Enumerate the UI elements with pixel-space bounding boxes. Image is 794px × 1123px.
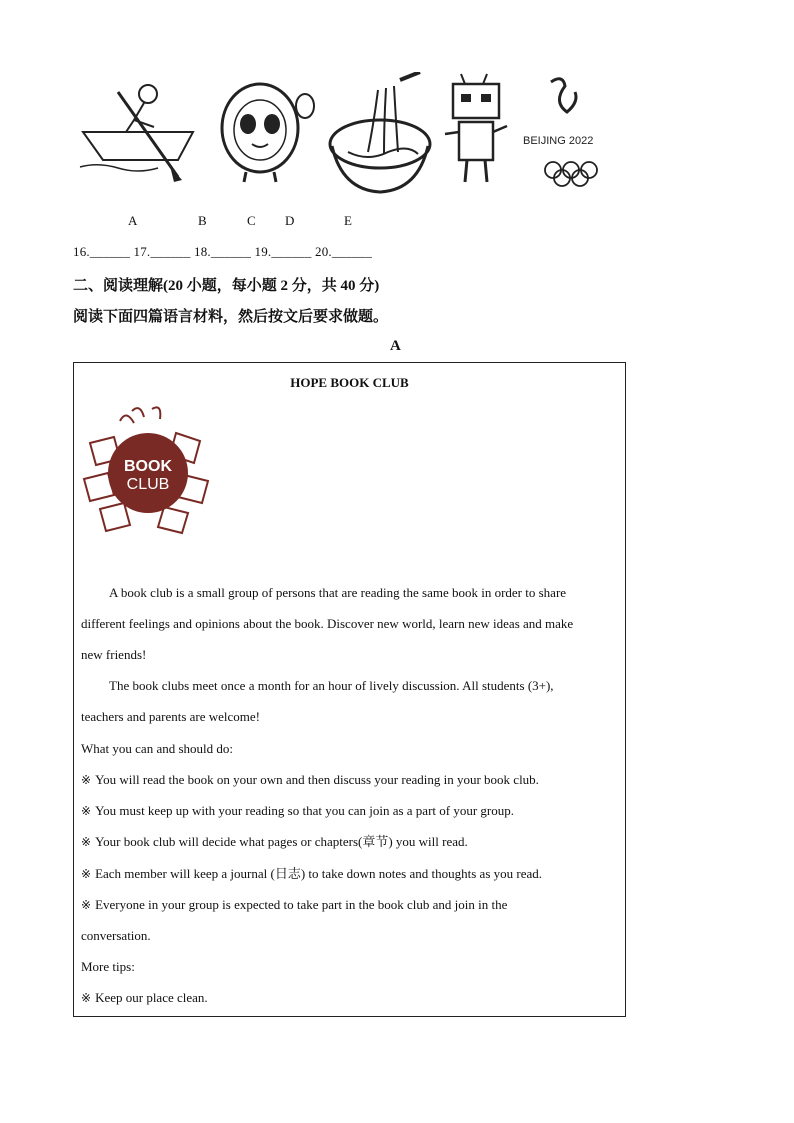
- bullet-item: ※ Everyone in your group is expected to take part in the book club and join in the: [81, 897, 508, 912]
- para2-line2: teachers and parents are welcome!: [81, 709, 261, 724]
- heading-more-tips: More tips:: [81, 959, 135, 974]
- bullet-mark-icon: ※: [81, 773, 92, 787]
- picture-label-c: C: [247, 213, 256, 228]
- picture-label-d: D: [285, 213, 295, 228]
- robot-picture: [443, 72, 513, 187]
- bullet-mark-icon: ※: [81, 991, 92, 1005]
- passage-letter: A: [390, 338, 401, 354]
- logo-text: BEIJING 2022: [523, 135, 594, 147]
- bullet-item: ※ Your book club will decide what pages or chapters(章节) you will read.: [81, 834, 468, 849]
- logo-club-word: CLUB: [126, 476, 170, 493]
- panda-mascot-picture: [208, 72, 318, 187]
- heading-what-to-do: What you can and should do:: [81, 741, 233, 756]
- para1-line1: A book club is a small group of persons that are reading the same book in order to share: [109, 585, 567, 600]
- picture-label-b: B: [198, 213, 207, 228]
- beijing-2022-logo-picture: [523, 72, 618, 187]
- instructions: 阅读下面四篇语言材料，然后按文后要求做题。: [73, 309, 389, 325]
- bullet-item: ※ Each member will keep a journal (日志) to take down notes and thoughts as you read.: [81, 866, 542, 881]
- bullet-item-continuation: conversation.: [81, 928, 151, 943]
- bullet-item: ※ You will read the book on your own and then discuss your reading in your book club.: [81, 772, 539, 787]
- passage-box: [73, 362, 626, 1017]
- answer-blanks: 16.______ 17.______ 18.______ 19.______ 20.______: [73, 244, 373, 259]
- para1-line2: different feelings and opinions about the book. Discover new world, learn new ideas and make: [81, 616, 574, 631]
- picture-labels: [0, 213, 794, 233]
- bullet-mark-icon: ※: [81, 835, 92, 849]
- bullet-mark-icon: ※: [81, 867, 92, 881]
- tip-item: ※ Keep our place clean.: [81, 990, 208, 1005]
- bullet-mark-icon: ※: [81, 804, 92, 818]
- club-title: HOPE BOOK CLUB: [290, 375, 409, 390]
- rowing-boat-picture: [78, 72, 198, 182]
- bullet-mark-icon: ※: [81, 898, 92, 912]
- picture-label-a: A: [128, 213, 138, 228]
- noodle-bowl-picture: [328, 72, 438, 197]
- para1-line3: new friends!: [81, 647, 147, 662]
- book-club-logo: [80, 403, 216, 539]
- para2-line1: The book clubs meet once a month for an hour of lively discussion. All students (3+),: [109, 678, 554, 693]
- pictures-row: [78, 72, 618, 197]
- logo-book-word: BOOK: [124, 458, 172, 475]
- picture-label-e: E: [344, 213, 352, 228]
- section-title: 二、阅读理解(20 小题，每小题 2 分，共 40 分): [73, 278, 380, 294]
- bullet-item: ※ You must keep up with your reading so that you can join as a part of your group.: [81, 803, 515, 818]
